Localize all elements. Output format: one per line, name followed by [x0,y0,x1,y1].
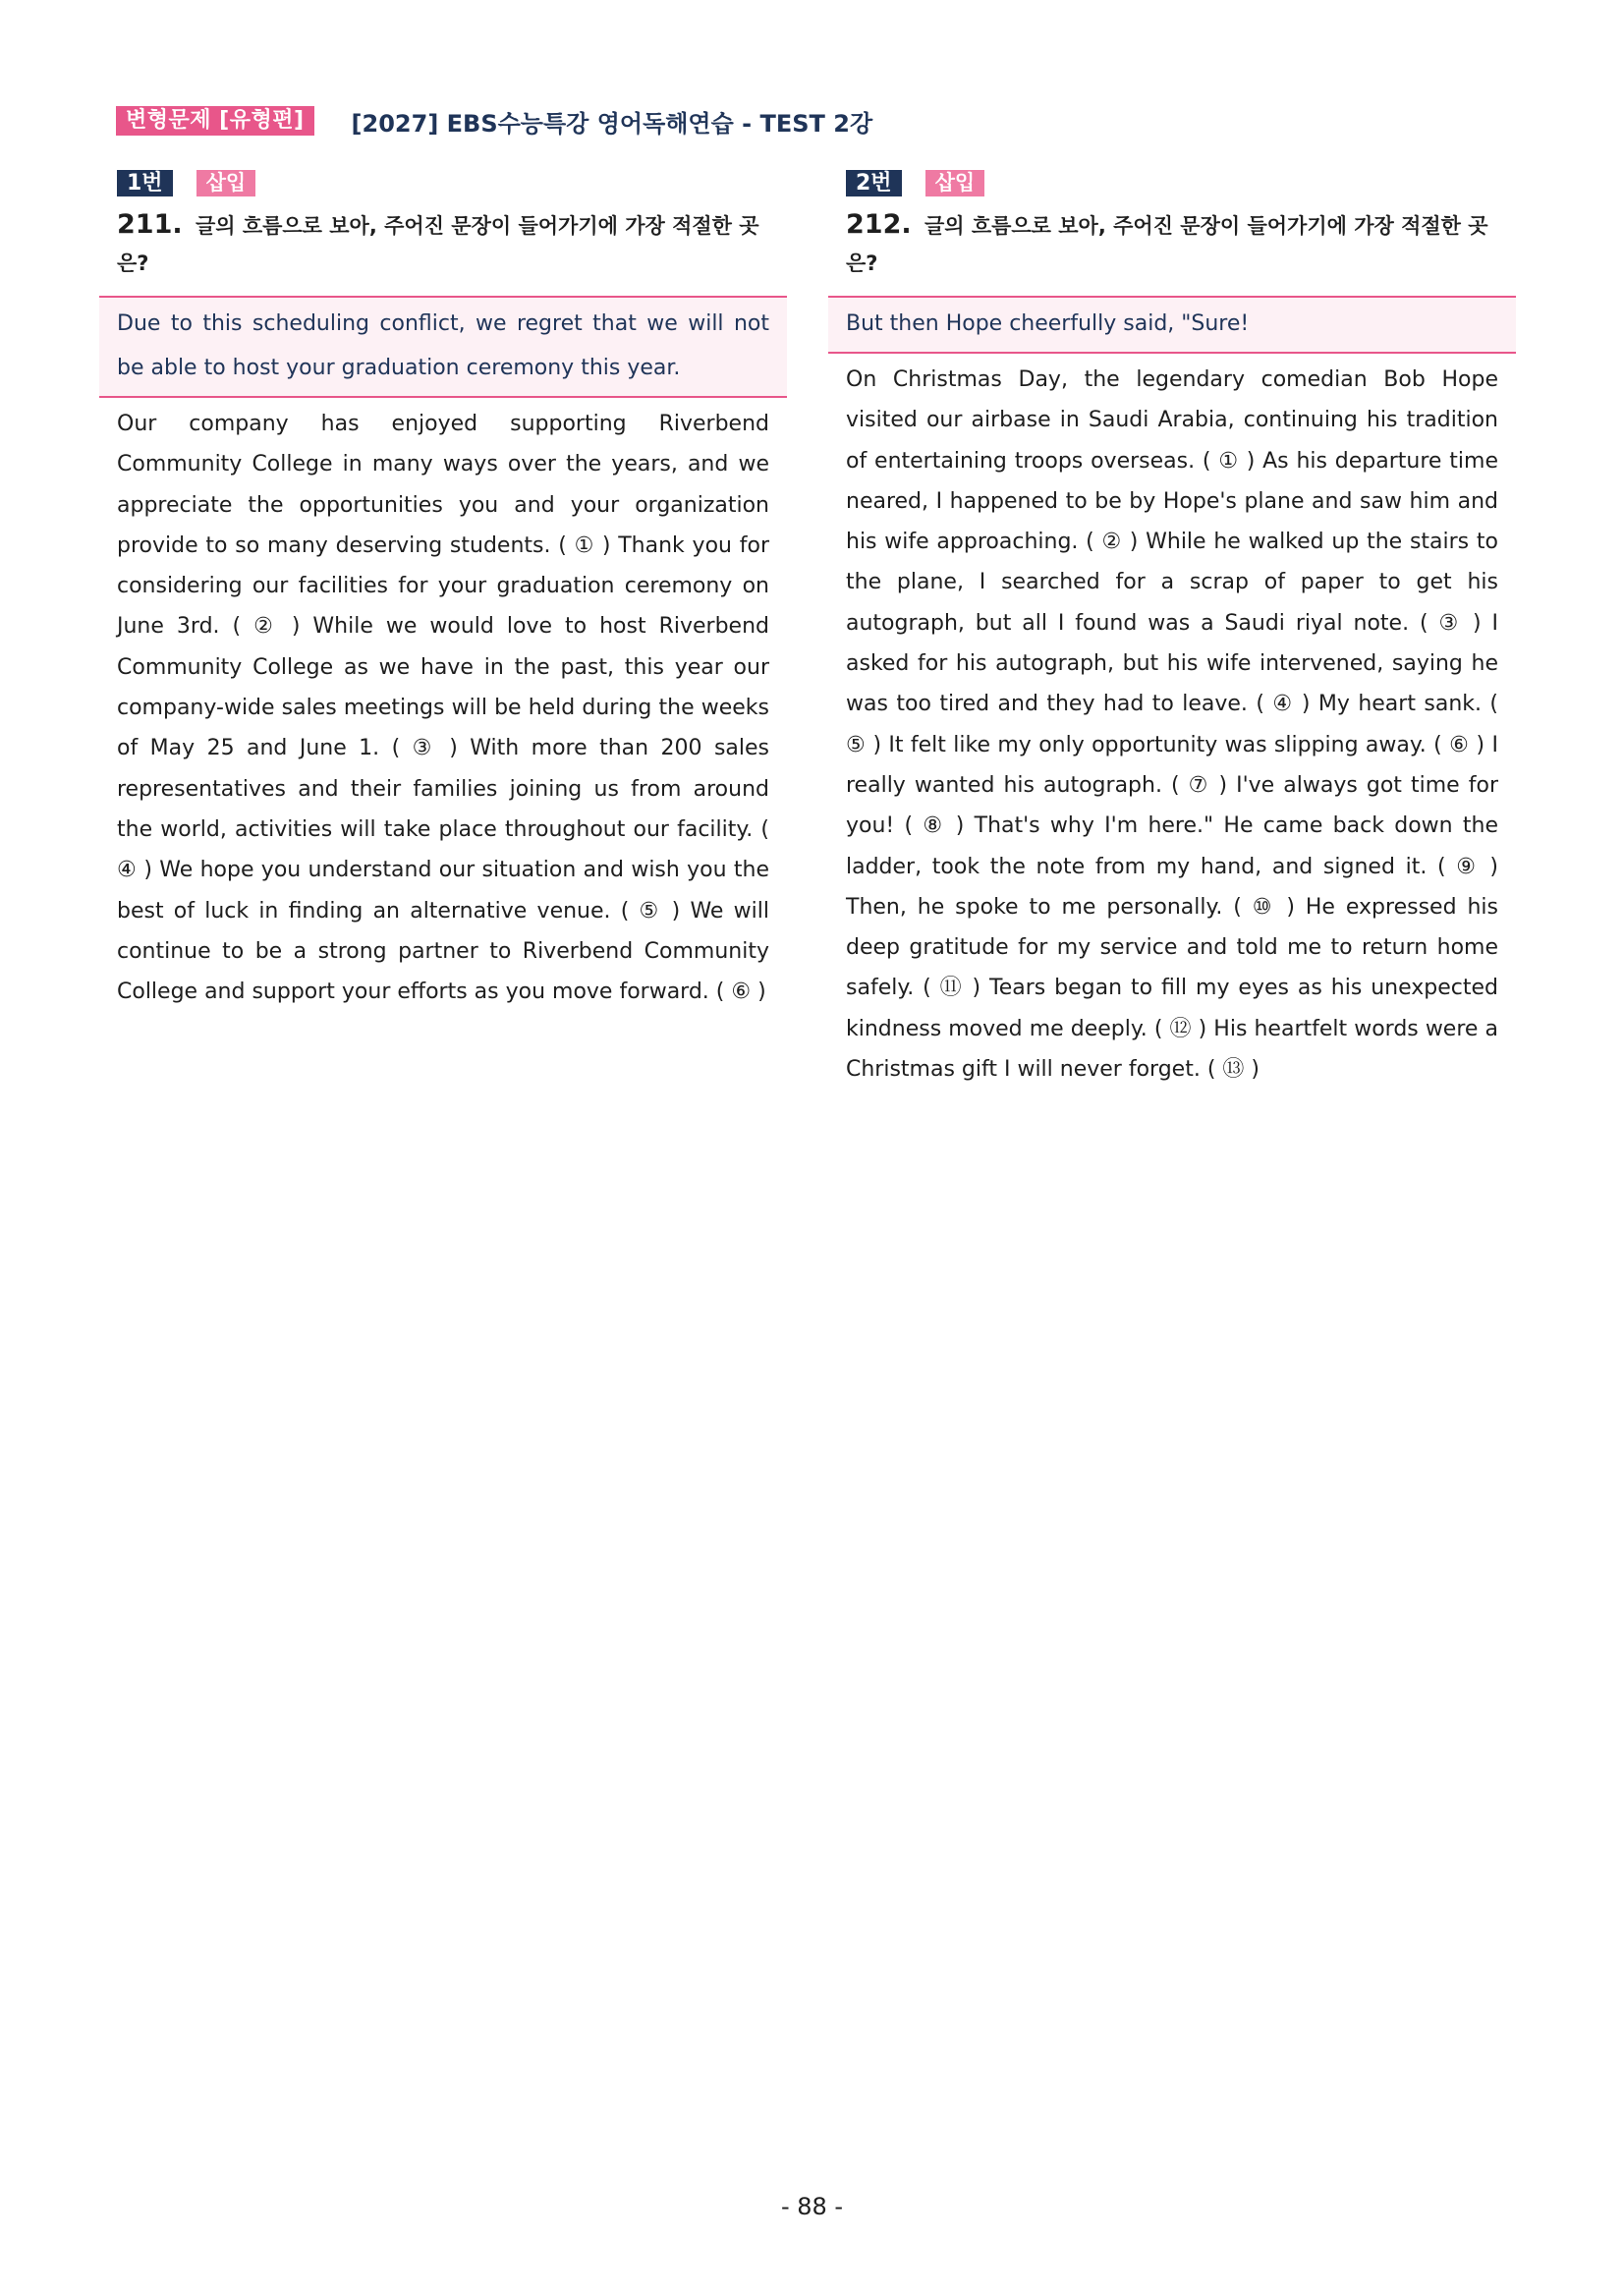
question-prompt-text: 글의 흐름으로 보아, 주어진 문장이 들어가기에 가장 적절한 곳은? [117,214,759,275]
passage-text: On Christmas Day, the legendary comedian Bob Hope visited our airbase in Saudi Arabia, continuing his tradition of entertaining troops overseas. ( ① ) As his departure time neared, I happened to be by Hope's plane and saw him and his wife approaching. ( ② ) While he walked up the stairs to the plane, I searched for a scrap of paper to get his autograph, but all I found was a Saudi riyal note. ( ③ ) I asked for his autograph, but his wife intervened, saying he was too tired and they had to leave. ( ④ ) My heart sank. ( ⑤ ) It felt like my only opportunity was slipping away. ( ⑥ ) I really wanted his autograph. ( ⑦ ) I've always got time for you! ( ⑧ ) That's why I'm here." He came back down the ladder, took the note from my hand, and signed it. ( ⑨ ) Then, he spoke to me personally. ( ⑩ ) He expressed his deep gratitude for my service and told me to return home safely. ( ⑪ ) Tears began to fill my eyes as his unexpected kindness moved me deeply. ( ⑫ ) His heartfelt words were a Christmas gift I will never forget. ( ⑬ ) [846,367,1498,1083]
question-number: 211. [117,209,183,240]
page-title: [2027] EBS수능특강 영어독해연습 - TEST 2강 [351,109,873,138]
question-number-tag: 1번 [117,170,173,196]
question-number: 212. [846,209,912,240]
series-tag: 변형문제 [유형편] [116,106,314,136]
question-type-tag: 삽입 [925,170,985,196]
question-block-211 [99,169,787,1012]
passage-text: Our company has enjoyed supporting Riverbend Community College in many ways over the years, and we appreciate the opportunities you and your organization provide to so many deserving students. ( ① ) Thank you for considering our facilities for your graduation ceremony on June 3rd. ( ② ) While we would love to host Riverbend Community College as we have in the past, this year our company-wide sales meetings will be held during the weeks of May 25 and June 1. ( ③ ) With more than 200 sales representatives and their families joining us from around the world, activities will take place throughout our facility. ( ④ ) We hope you understand our situation and wish you the best of luck in finding an alternative venue. ( ⑤ ) We will continue to be a strong partner to Riverbend Community College and support your efforts as you move forward. ( ⑥ ) [117,412,769,1005]
question-tags [846,169,1516,196]
page-number: - 88 - [780,2193,844,2220]
page-header [116,104,872,138]
given-sentence-box: But then Hope cheerfully said, "Sure! [828,296,1516,354]
question-prompt [117,206,785,282]
question-prompt-text: 글의 흐름으로 보아, 주어진 문장이 들어가기에 가장 적절한 곳은? [846,214,1488,275]
given-sentence-box: Due to this scheduling conflict, we regret that we will not be able to host your graduation ceremony this year. [99,296,787,398]
question-number-tag: 2번 [846,170,902,196]
question-block-212 [828,169,1516,1090]
question-tags [117,169,787,196]
question-type-tag: 삽입 [196,170,256,196]
question-prompt [846,206,1514,282]
